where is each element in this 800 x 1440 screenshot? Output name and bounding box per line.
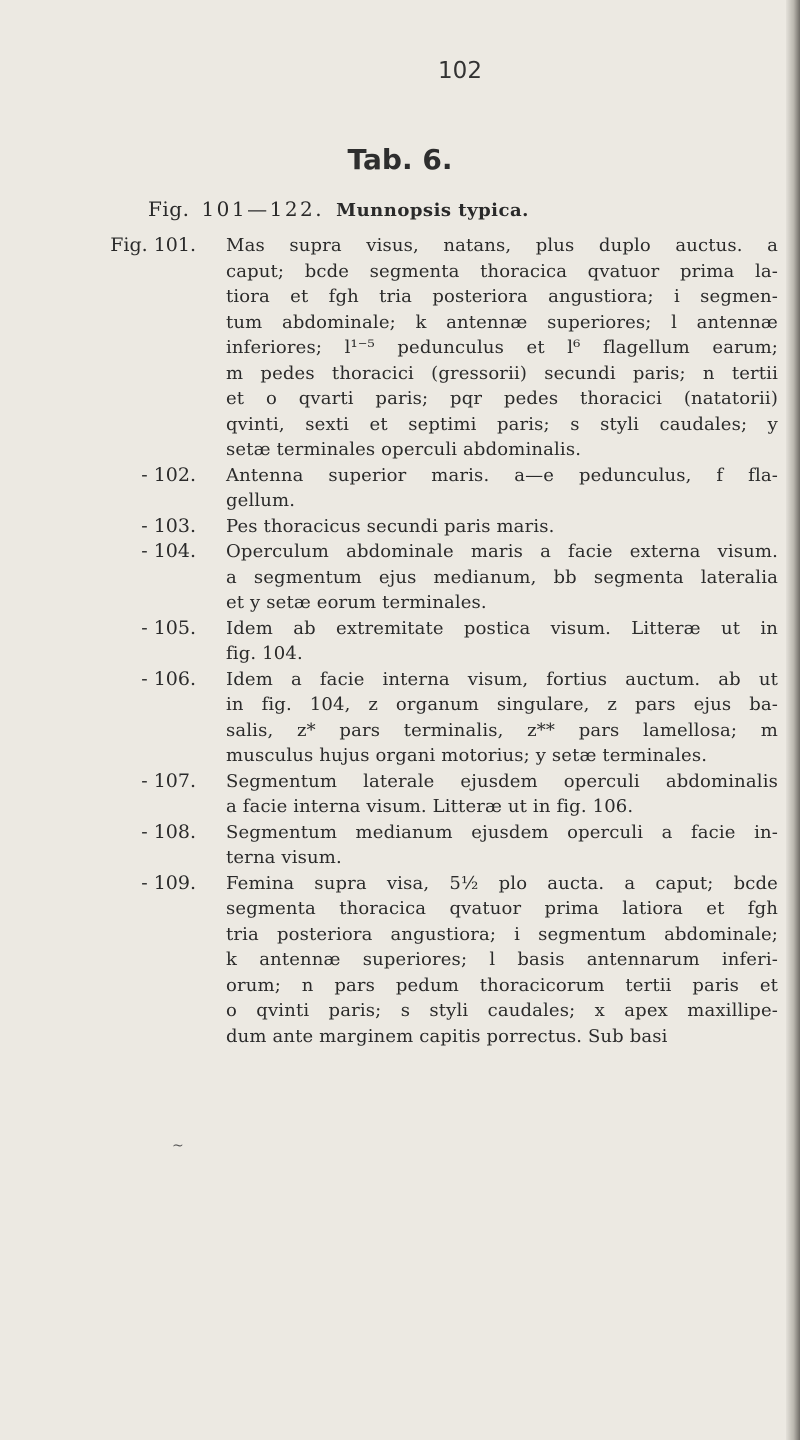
figure-entry [0, 820, 800, 871]
description-line: a segmentum ejus medianum, bb segmenta lateralia [226, 566, 778, 588]
description-line: Operculum abdominale maris a facie externa visum. [226, 541, 778, 562]
figure-label: - 102. [141, 463, 196, 486]
description-line: Pes thoracicus secundi paris maris. [226, 515, 555, 537]
figure-description [226, 769, 778, 820]
description-line: et o qvarti paris; pqr pedes thoracici (natatorii) [226, 388, 778, 409]
figure-description [226, 463, 778, 514]
description-line: Antenna superior maris. a—e pedunculus, f fla- [226, 464, 778, 486]
description-line: m pedes thoracici (gressorii) secundi paris; n tertii [226, 362, 778, 384]
description-line: terna visum. [226, 847, 342, 868]
figure-entry [0, 463, 800, 514]
figure-label: - 103. [141, 514, 196, 537]
description-line: segmenta thoracica qvatuor prima latiora et fgh [226, 898, 778, 919]
heading-prefix: Fig. [148, 197, 190, 221]
figure-description [226, 514, 778, 540]
description-line: Femina supra visa, 5½ plo aucta. a caput; bcde [226, 872, 778, 894]
description-line: Segmentum laterale ejusdem operculi abdominalis [226, 770, 778, 792]
description-line: a facie interna visum. Litteræ ut in fig. 106. [226, 796, 634, 817]
description-line: tiora et fgh tria posteriora angustiora; i segmen- [226, 286, 778, 307]
figure-entry [0, 616, 800, 667]
description-line: o qvinti paris; s styli caudales; x apex maxillipe- [226, 1000, 778, 1021]
figure-entry [0, 871, 800, 1050]
description-line: in fig. 104, z organum singulare, z pars ejus ba- [226, 694, 778, 715]
figure-description [226, 820, 778, 871]
figure-description [226, 667, 778, 769]
description-line: orum; n pars pedum thoracicorum tertii paris et [226, 974, 778, 996]
description-line: qvinti, sexti et septimi paris; s styli caudales; y [226, 413, 778, 435]
figure-entries [0, 233, 800, 1049]
figure-description [226, 871, 778, 1050]
figure-description [226, 616, 778, 667]
heading-species: Munnopsis typica. [336, 200, 529, 221]
description-line: tria posteriora angustiora; i segmentum abdominale; [226, 923, 778, 945]
description-line: gellum. [226, 490, 296, 511]
description-line: dum ante marginem capitis porrectus. Sub basi [226, 1025, 668, 1047]
figure-label: - 107. [141, 769, 196, 792]
description-line: Mas supra visus, natans, plus duplo auctus. a [226, 235, 778, 256]
figure-label: - 109. [141, 871, 196, 894]
heading-range: 101—122. [201, 197, 325, 221]
figure-entry [0, 539, 800, 616]
tilde-mark: ~ [172, 1138, 184, 1154]
figure-label: - 106. [141, 667, 196, 690]
figure-label: - 108. [141, 820, 196, 843]
figure-entry [0, 769, 800, 820]
figure-entry [0, 514, 800, 540]
description-line: Idem a facie interna visum, fortius auctum. ab ut [226, 668, 778, 690]
description-line: fig. 104. [226, 643, 303, 664]
figure-description [226, 539, 778, 616]
plate-title: Tab. 6. [347, 143, 453, 176]
description-line: inferiores; l¹⁻⁵ pedunculus et l⁶ flagellum earum; [226, 337, 778, 358]
page-number: 102 [438, 58, 482, 84]
figure-range-heading [148, 197, 529, 221]
figure-entry [0, 233, 800, 463]
description-line: et y setæ eorum terminales. [226, 592, 487, 613]
description-line: salis, z* pars terminalis, z** pars lamellosa; m [226, 719, 778, 741]
description-line: musculus hujus organi motorius; y setæ terminales. [226, 745, 708, 766]
description-line: setæ terminales operculi abdominalis. [226, 439, 582, 460]
description-line: Segmentum medianum ejusdem operculi a facie in- [226, 821, 778, 843]
description-line: k antennæ superiores; l basis antennarum inferi- [226, 949, 778, 970]
description-line: Idem ab extremitate postica visum. Litteræ ut in [226, 617, 778, 639]
figure-entry [0, 667, 800, 769]
description-line: tum abdominale; k antennæ superiores; l antennæ [226, 311, 778, 333]
description-line: caput; bcde segmenta thoracica qvatuor prima la- [226, 260, 778, 282]
figure-label: Fig. 101. [110, 234, 196, 256]
figure-label: - 105. [141, 616, 196, 639]
figure-label: - 104. [141, 540, 196, 562]
figure-description [226, 233, 778, 463]
